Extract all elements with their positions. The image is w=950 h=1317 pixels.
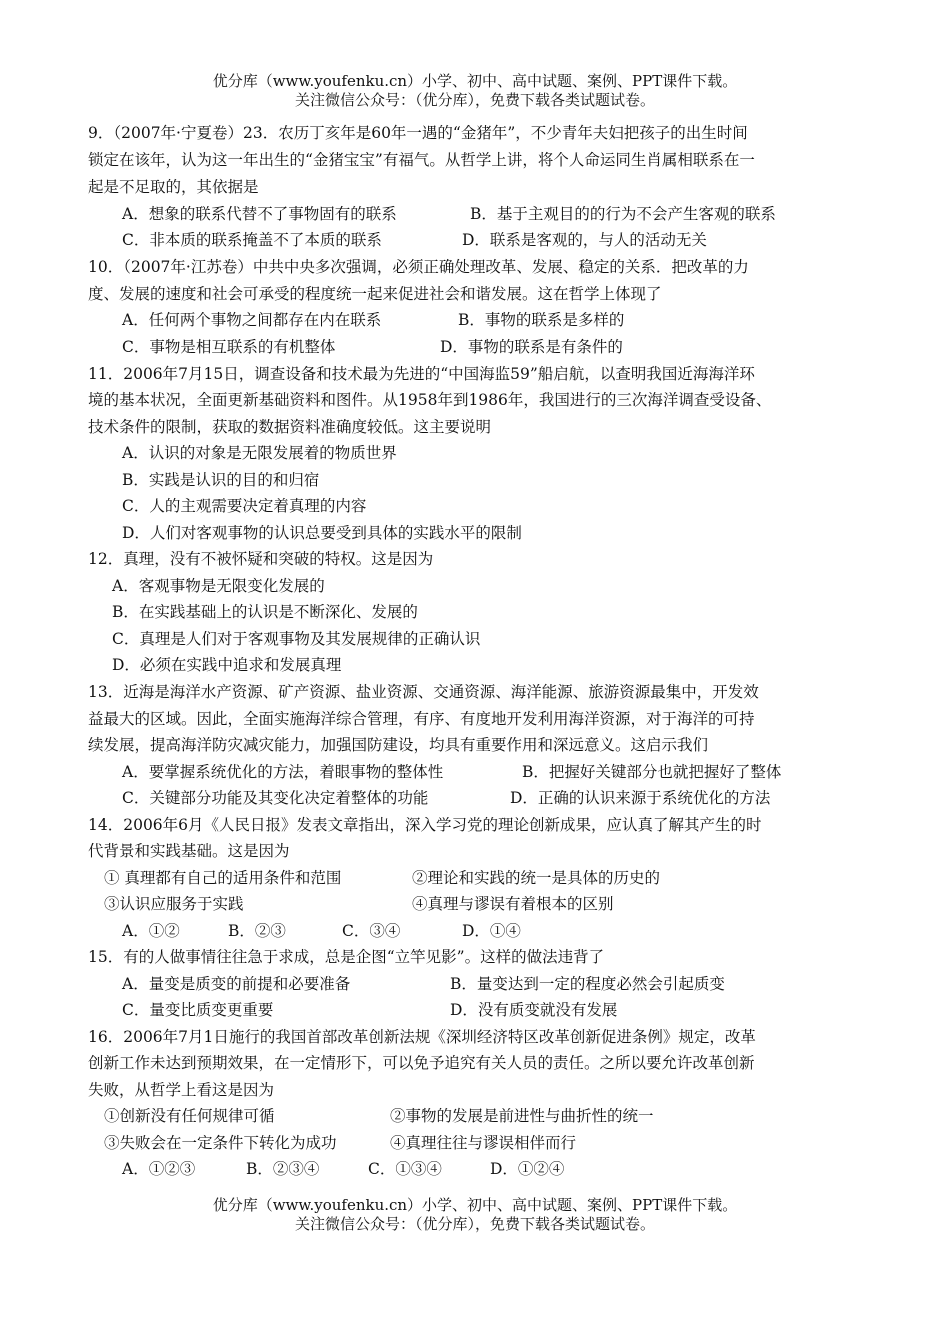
q12-option-d: D．必须在实践中追求和发展真理 bbox=[112, 656, 342, 674]
q15-option-a: A．量变是质变的前提和必要准备 bbox=[122, 975, 351, 993]
q16-stem-line-2: 创新工作未达到预期效果，在一定情形下，可以免予追究有关人员的责任。之所以要允许改革创新 bbox=[88, 1054, 755, 1072]
q15-stem-line-1: 15．有的人做事情往往急于求成，总是企图“立竿见影”。这样的做法违背了 bbox=[88, 948, 605, 966]
q13-stem-line-3: 续发展，提高海洋防灾减灾能力，加强国防建设，均具有重要作用和深远意义。这启示我们 bbox=[88, 736, 709, 754]
q16-stem-line-3: 失败，从哲学上看这是因为 bbox=[88, 1081, 275, 1099]
q13-stem-line-1: 13．近海是海洋水产资源、矿产资源、盐业资源、交通资源、海洋能源、旅游资源最集中，开发效 bbox=[88, 683, 759, 701]
q9-option-b: B．基于主观目的的行为不会产生客观的联系 bbox=[470, 205, 776, 223]
q12-option-a: A．客观事物是无限变化发展的 bbox=[112, 577, 325, 595]
q11-option-d: D．人们对客观事物的认识总要受到具体的实践水平的限制 bbox=[122, 524, 522, 542]
q13-option-a: A．要掌握系统优化的方法，着眼事物的整体性 bbox=[122, 763, 444, 781]
footer-line-1: 优分库（www.youfenku.cn）小学、初中、高中试题、案例、PPT课件下载。 bbox=[212, 1196, 738, 1214]
q13-option-d: D．正确的认识来源于系统优化的方法 bbox=[510, 789, 771, 807]
q13-stem-line-2: 益最大的区域。因此，全面实施海洋综合管理，有序、有度地开发利用海洋资源，对于海洋的可持 bbox=[88, 710, 755, 728]
q9-option-c: C．非本质的联系掩盖不了本质的联系 bbox=[122, 231, 382, 249]
q14-option-a: A．①② bbox=[122, 922, 180, 940]
header-line-2: 关注微信公众号：（优分库），免费下载各类试题试卷。 bbox=[294, 91, 655, 109]
q10-option-d: D．事物的联系是有条件的 bbox=[440, 338, 623, 356]
q16-option-c: C．①③④ bbox=[368, 1160, 442, 1178]
q13-option-c: C．关键部分功能及其变化决定着整体的功能 bbox=[122, 789, 429, 807]
q10-stem-line-1: 10．（2007年·江苏卷）中共中央多次强调，必须正确处理改革、发展、稳定的关系．把改革的力 bbox=[88, 258, 749, 276]
q14-item-3: ③认识应服务于实践 bbox=[104, 895, 244, 913]
q14-item-2: ②理论和实践的统一是具体的历史的 bbox=[412, 869, 661, 887]
q11-option-a: A．认识的对象是无限发展着的物质世界 bbox=[122, 444, 397, 462]
q9-stem-line-1: 9．（2007年·宁夏卷）23．农历丁亥年是60年一遇的“金猪年”，不少青年夫妇把孩子的出生时间 bbox=[88, 124, 748, 142]
q15-option-d: D．没有质变就没有发展 bbox=[450, 1001, 618, 1019]
header-line-1: 优分库（www.youfenku.cn）小学、初中、高中试题、案例、PPT课件下载。 bbox=[212, 72, 738, 90]
q11-option-c: C．人的主观需要决定着真理的内容 bbox=[122, 497, 367, 515]
q16-item-3: ③失败会在一定条件下转化为成功 bbox=[104, 1134, 337, 1152]
q9-stem-line-3: 起是不足取的，其依据是 bbox=[88, 178, 259, 196]
q9-option-a: A．想象的联系代替不了事物固有的联系 bbox=[122, 205, 397, 223]
page-footer bbox=[0, 1196, 950, 1234]
q15-option-c: C．量变比质变更重要 bbox=[122, 1001, 274, 1019]
q16-item-4: ④真理往往与谬误相伴而行 bbox=[390, 1134, 577, 1152]
q11-stem-line-3: 技术条件的限制，获取的数据资料准确度较低。这主要说明 bbox=[88, 418, 492, 436]
q10-option-c: C．事物是相互联系的有机整体 bbox=[122, 338, 336, 356]
q16-item-2: ②事物的发展是前进性与曲折性的统一 bbox=[390, 1107, 654, 1125]
q13-option-b: B．把握好关键部分也就把握好了整体 bbox=[522, 763, 782, 781]
q14-option-d: D．①④ bbox=[462, 922, 521, 940]
q12-option-b: B．在实践基础上的认识是不断深化、发展的 bbox=[112, 603, 418, 621]
q16-option-d: D．①②④ bbox=[490, 1160, 565, 1178]
q12-option-c: C．真理是人们对于客观事物及其发展规律的正确认识 bbox=[112, 630, 481, 648]
q11-stem-line-2: 境的基本状况，全面更新基础资料和图件。从1958年到1986年，我国进行的三次海洋调查受设备、 bbox=[88, 391, 772, 409]
q16-item-1: ①创新没有任何规律可循 bbox=[104, 1107, 275, 1125]
q16-option-b: B．②③④ bbox=[246, 1160, 320, 1178]
q14-option-c: C．③④ bbox=[342, 922, 401, 940]
q9-stem-line-2: 锁定在该年，认为这一年出生的“金猪宝宝”有福气。从哲学上讲，将个人命运同生肖属相联系在一 bbox=[88, 151, 755, 169]
q10-option-a: A．任何两个事物之间都存在内在联系 bbox=[122, 311, 382, 329]
q9-option-d: D．联系是客观的，与人的活动无关 bbox=[462, 231, 707, 249]
q14-stem-line-1: 14．2006年6月《人民日报》发表文章指出，深入学习党的理论创新成果，应认真了解其产生的时 bbox=[88, 816, 762, 834]
footer-line-2: 关注微信公众号：（优分库），免费下载各类试题试卷。 bbox=[294, 1215, 655, 1233]
q14-option-b: B．②③ bbox=[228, 922, 286, 940]
q10-option-b: B．事物的联系是多样的 bbox=[458, 311, 625, 329]
q15-option-b: B．量变达到一定的程度必然会引起质变 bbox=[450, 975, 725, 993]
q10-stem-line-2: 度、发展的速度和社会可承受的程度统一起来促进社会和谐发展。这在哲学上体现了 bbox=[88, 285, 662, 303]
page-header bbox=[0, 72, 950, 110]
q11-stem-line-1: 11．2006年7月15日，调查设备和技术最为先进的“中国海监59”船启航，以查明我国近海海洋环 bbox=[88, 365, 755, 383]
q16-stem-line-1: 16．2006年7月1日施行的我国首部改革创新法规《深圳经济特区改革创新促进条例》规定，改革 bbox=[88, 1028, 756, 1046]
q14-item-1: ① 真理都有自己的适用条件和范围 bbox=[104, 869, 342, 887]
q12-stem-line-1: 12．真理，没有不被怀疑和突破的特权。这是因为 bbox=[88, 550, 434, 568]
q16-option-a: A．①②③ bbox=[122, 1160, 196, 1178]
q14-item-4: ④真理与谬误有着根本的区别 bbox=[412, 895, 614, 913]
q11-option-b: B．实践是认识的目的和归宿 bbox=[122, 471, 320, 489]
q14-stem-line-2: 代背景和实践基础。这是因为 bbox=[88, 842, 290, 860]
